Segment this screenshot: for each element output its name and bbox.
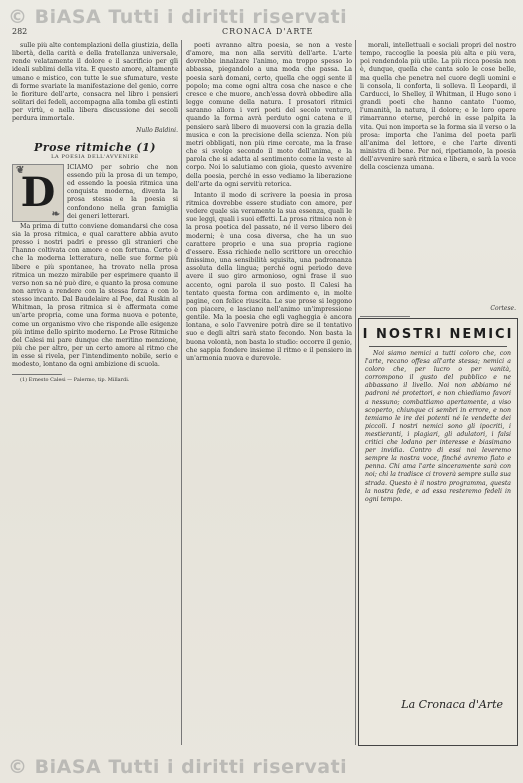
column-divider-1 xyxy=(181,40,182,745)
leaf-ornament-icon: ❦ xyxy=(16,164,25,176)
article-intro-text: sulle più alte contemplazioni della giustizia, della libertà, della carità e della fratellanza universale, rende velatamente il dolore e il sacrificio per gli ideali sublimi della vita. E questo amore, altamente umano e mistico, con tutte le sue sfumature, veste di forme svariate la manifestazione del genio, corre le fioriture dell'arte, consacra nel libro i pensieri solitari dei fedeli, accompagna alla tomba gli estinti per virtù, e nella libera discussione dei secoli perdura immortale. xyxy=(12,42,178,123)
dropcap-text: ICIAMO per sobrio che non essendo più la prosa di un tempo, ed essendo la poesia ritmica una conquista moderna, diventa la prosa stessa e la poesia si confondono nella gran famiglia dei generi letterari. xyxy=(67,163,178,220)
dropcap-paragraph xyxy=(12,164,178,222)
boxed-article xyxy=(358,318,518,746)
boxed-article-title: I NOSTRI NEMICI xyxy=(362,327,514,342)
handwritten-signature: La Cronaca d'Arte xyxy=(401,698,503,711)
boxed-article-rule xyxy=(369,346,507,347)
page-header xyxy=(12,27,511,41)
boxed-article-paragraph: Noi siamo nemici a tutti coloro che, con l'arte, recano offesa all'arte stessa; nemici a coloro che, per lucro o per vanità, corrompono il gusto del pubblico e ne abbassano il livello. Noi non abbiamo né padroni né protettori, e non chiediamo favori a nessuno; combattiamo apertamente, a viso scoperto, chiunque ci sembri in errore, e non temiamo le ire dei potenti né le vendette dei piccoli. I nostri nemici sono gli ipocriti, i mestieranti, i plagiari, gli adulatori, i falsi critici che lodano per interesse e biasimano per invidia. Contro di essi noi leveremo sempre la nostra voce, finché avremo fiato e penna. Chi ama l'arte sinceramente sarà con noi; chi la tradisce ci troverà sempre sulla sua strada. Questo è il nostro programma, questa la nostra fede, e ad essa resteremo fedeli in ogni tempo. xyxy=(365,350,511,503)
article-body-text: morali, intellettuali e sociali propri del nostro tempo, raccoglie la poesia più alta e più vera, poi rendendola più utile. La più ricca poesia non è, dunque, quella che canta solo le cose belle, ma quella che penetra nel cuore degli uomini e li consola, li conforta, li solleva. Il Leopardi, il Carducci, lo Shelley, il Whitman, il Hugo sono i grandi poeti che hanno cantato l'uomo, l'umanità, la natura, il dolore; e le loro opere rimarranno eterne, perché in esse palpita la vita. Qui non importa se la forma sia il verso o la prosa: importa che l'anima del poeta parli all'anima del lettore, e che l'arte diventi ministra di bene. Per noi, ripetiamolo, la poesia dell'avvenire sarà ritmica e libera, e sarà la voce della coscienza umana. xyxy=(360,42,516,172)
footnote-rule xyxy=(12,374,62,375)
boxed-article-text xyxy=(359,350,517,680)
page-number: 282 xyxy=(12,27,28,36)
column-1 xyxy=(12,42,178,747)
footnote: (1) Ernesto Calesi — Palermo, tip. Millardi. xyxy=(20,376,130,383)
footnote-rule xyxy=(360,316,410,317)
column-divider-2 xyxy=(355,40,356,745)
watermark-top: © BiASA Tutti i diritti riservati xyxy=(8,6,348,28)
leaf-ornament-icon: ❧ xyxy=(51,208,60,220)
section-subtitle: LA POESIA DELL'AVVENIRE xyxy=(51,153,139,160)
article-signature: Nullo Baldini. xyxy=(136,126,178,134)
page-title: CRONACA D'ARTE xyxy=(222,27,314,36)
section-title: Prose ritmiche (1) xyxy=(34,140,156,154)
article-body-text: Intanto il modo di scrivere la poesia in prosa ritmica dovrebbe essere studiato con amore, per vedere quale sia veramente la sua essenza, quali le sue leggi, quali i suoi effetti. La prosa ritmica non è la prosa poetica del passato, né il verso libero dei moderni; è una cosa diversa, che ha un suo carattere proprio e una sua propria ragione d'essere. Essa richiede nello scrittore un orecchio finissimo, una sensibilità squisita, una padronanza assoluta della lingua; perché ogni periodo deve avere il suo giro armonioso, ogni frase il suo accento, ogni parola il suo posto. Il Calesi ha tentato questa forma con ardimento e, in molte pagine, con felice riuscita. Le sue prose si leggono con piacere, e lasciano nell'animo un'impressione gentile. Ma la poesia che egli vagheggia è ancora lontana, e solo l'avvenire potrà dire se il tentativo suo e degli altri sarà stato fecondo. Non basta la buona volontà, non basta lo studio: occorre il genio, che sappia fondere insieme il ritmo e il pensiero in un'armonia nuova e durevole. xyxy=(186,191,352,362)
column-2 xyxy=(186,42,352,747)
dropcap-illustration xyxy=(12,164,64,222)
article-signature: Cortese. xyxy=(490,305,516,312)
article-body-text: poeti avranno altra poesia, se non a veste d'amore, ma non alla servitù dell'arte. L'arte dovrebbe innalzare l'animo, ma troppo spesso lo abbassa, piegandolo a una moda che passa. La poesia sarà domani, certo, quella che oggi sente il popolo; ma come ogni altra cosa che nasce e che cresce e che muore, anch'essa dovrà obbedire alla legge comune della natura. I prosatori ritmici saranno allora i veri poeti del secolo venturo, quando la forma avrà perduto ogni catena e il pensiero sarà libero di muoversi con la grazia della musica e con la precisione della scienza. Non più metri obbligati, non più rime cercate, ma la frase che si svolge secondo il moto dell'anima, e la parola che si adatta al sentimento come la veste al corpo. Noi lo salutiamo con gioia, questo avvenire della poesia, perché in esso vediamo la liberazione dell'arte da ogni servitù retorica. xyxy=(186,42,352,188)
column-3 xyxy=(360,42,516,302)
dropcap-letter: D xyxy=(20,168,56,216)
watermark-bottom: © BiASA Tutti i diritti riservati xyxy=(8,756,348,778)
article-body-text: Ma prima di tutto conviene domandarsi che cosa sia la prosa ritmica, e qual carattere abbia avuto presso i nostri padri e presso gli stranieri che l'hanno coltivata con amore e con fortuna. Certo è che la moderna letteratura, nelle sue forme più libere e più spontanee, ha trovato nella prosa ritmica un mezzo mirabile per esprimere quanto il verso non sa né può dire, e quanto la prosa comune non arriva a rendere con la stessa forza e con lo stesso incanto. Dal Baudelaire al Poe, dal Ruskin al Whitman, la prosa ritmica si è affermata come un'arte propria, come una forma nuova e potente, come un organismo vivo che risponde alle esigenze più intime dello spirito moderno. Le Prose Ritmiche del Calesi mi pare dunque che meritino menzione, più che per altro, per un certo amore al ritmo che in esse si rivela, per l'intendimento nobile, serio e modesto, lontano da ogni ambizione di scuola. xyxy=(12,222,178,369)
